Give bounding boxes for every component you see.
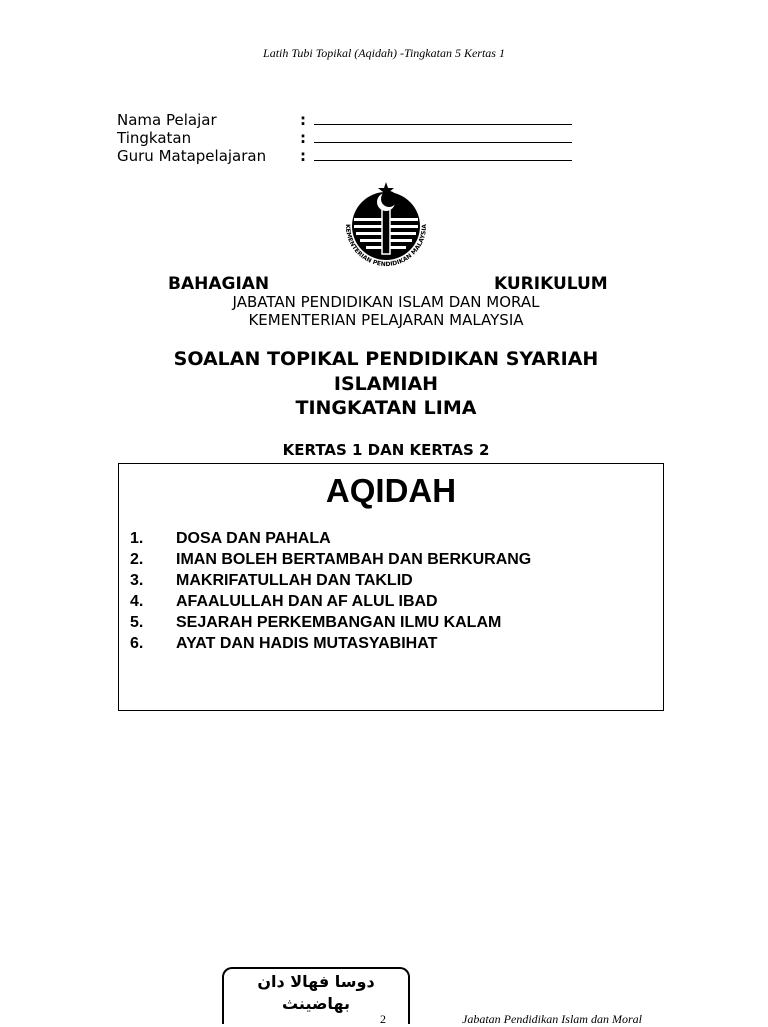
document-title-line-3: TINGKATAN LIMA bbox=[295, 397, 477, 419]
document-title-line-1: SOALAN TOPIKAL PENDIDIKAN SYARIAH bbox=[173, 348, 599, 370]
list-item bbox=[130, 549, 531, 570]
list-item bbox=[130, 633, 531, 654]
form-colon: : bbox=[300, 147, 306, 165]
document-title-line-2: ISLAMIAH bbox=[333, 373, 439, 395]
topic-text: SEJARAH PERKEMBANGAN ILMU KALAM bbox=[176, 614, 502, 631]
topic-text: IMAN BOLEH BERTAMBAH DAN BERKURANG bbox=[176, 551, 532, 568]
topic-text: DOSA DAN PAHALA bbox=[176, 530, 331, 547]
form-level-label: Tingkatan bbox=[117, 129, 192, 147]
form-row-form-level bbox=[117, 129, 572, 147]
teacher-label: Guru Matapelajaran bbox=[117, 147, 267, 165]
topic-number: 3. bbox=[130, 572, 144, 589]
form-row-teacher bbox=[117, 147, 572, 165]
topic-number: 6. bbox=[130, 635, 144, 652]
form-colon: : bbox=[300, 129, 306, 147]
topic-box bbox=[118, 463, 664, 711]
form-level-field[interactable] bbox=[314, 130, 572, 143]
teacher-field[interactable] bbox=[314, 148, 572, 161]
student-name-label: Nama Pelajar bbox=[117, 111, 217, 129]
topic-number: 2. bbox=[130, 551, 144, 568]
page-footer: Jabatan Pendidikan Islam dan Moral bbox=[462, 1012, 642, 1026]
page-header: Latih Tubi Topikal (Aqidah) -Tingkatan 5 Kertas 1 bbox=[263, 46, 505, 60]
jawi-line-2: بهاضينث bbox=[281, 994, 351, 1013]
ministry-emblem-icon bbox=[330, 178, 442, 278]
topic-text: MAKRIFATULLAH DAN TAKLID bbox=[176, 572, 413, 589]
page-number: 2 bbox=[380, 1012, 386, 1026]
topic-number: 1. bbox=[130, 530, 144, 547]
department-line-2: KEMENTERIAN PELAJARAN MALAYSIA bbox=[248, 311, 524, 329]
topic-box-title: AQIDAH bbox=[325, 472, 457, 509]
department-bahagian: BAHAGIAN bbox=[168, 274, 270, 294]
topic-number: 5. bbox=[130, 614, 144, 631]
form-colon: : bbox=[300, 111, 306, 129]
list-item bbox=[130, 612, 531, 633]
document-subtitle: KERTAS 1 DAN KERTAS 2 bbox=[282, 441, 490, 459]
emblem-ring-text: KEMENTERIAN PENDIDIKAN MALAYSIA bbox=[343, 224, 429, 269]
student-name-field[interactable] bbox=[314, 112, 572, 125]
topic-text: AYAT DAN HADIS MUTASYABIHAT bbox=[176, 635, 438, 652]
topic-list bbox=[130, 528, 531, 654]
list-item bbox=[130, 570, 531, 591]
topic-text: AFAALULLAH DAN AF ALUL IBAD bbox=[176, 593, 438, 610]
department-kurikulum: KURIKULUM bbox=[494, 274, 608, 294]
list-item bbox=[130, 591, 531, 612]
department-line-1: JABATAN PENDIDIKAN ISLAM DAN MORAL bbox=[232, 293, 540, 311]
jawi-line-1: دوسا فهالا دان bbox=[257, 972, 375, 991]
list-item bbox=[130, 528, 531, 549]
topic-number: 4. bbox=[130, 593, 144, 610]
form-row-student-name bbox=[117, 111, 572, 129]
